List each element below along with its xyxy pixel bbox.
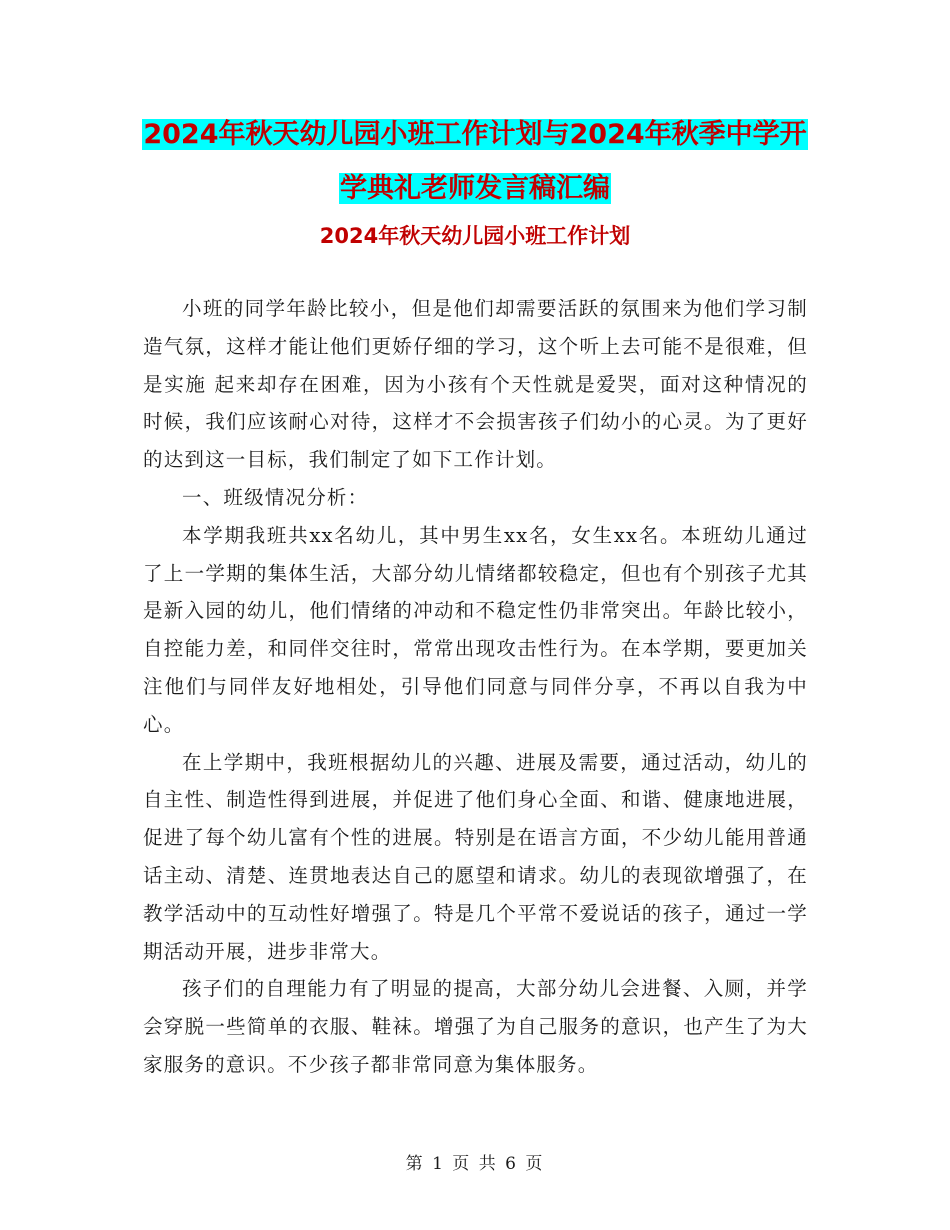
- paragraph-class-overview: 本学期我班共xx名幼儿，其中男生xx名，女生xx名。本班幼儿通过了上一学期的集体生活，大部分幼儿情绪都较稳定，但也有个别孩子尤其是新入园的幼儿，他们情绪的冲动和不稳定性仍非常突出。年龄比较小，自控能力差，和同伴交往时，常常出现攻击性行为。在本学期，要更加关注他们与同伴友好地相处，引导他们同意与同伴分享，不再以自我为中心。: [143, 523, 808, 736]
- document-title-line-2: 学典礼老师发言稿汇编: [340, 173, 610, 204]
- paragraph-heading-class-analysis: 一、班级情况分析：: [182, 485, 369, 509]
- paragraph-self-care: 孩子们的自理能力有了明显的提高，大部分幼儿会进餐、入厕，并学会穿脱一些简单的衣服、鞋袜。增强了为自己服务的意识，也产生了为大家服务的意识。不少孩子都非常同意为集体服务。: [143, 977, 808, 1076]
- paragraph-intro: 小班的同学年龄比较小，但是他们却需要活跃的氛围来为他们学习制造气氛，这样才能让他们更娇仔细的学习，这个听上去可能不是很难，但是实施 起来却存在困难，因为小孩有个天性就是爱哭，面对这种情况的时候，我们应该耐心对待，这样才不会损害孩子们幼小的心灵。为了更好的达到这一目标，我们制定了如下工作计划。: [143, 297, 808, 472]
- paragraph-last-semester: 在上学期中，我班根据幼儿的兴趣、进展及需要，通过活动，幼儿的自主性、制造性得到进展，并促进了他们身心全面、和谐、健康地进展，促进了每个幼儿富有个性的进展。特别是在语言方面，不少幼儿能用普通话主动、清楚、连贯地表达自己的愿望和请求。幼儿的表现欲增强了，在教学活动中的互动性好增强了。特是几个平常不爱说话的孩子，通过一学期活动开展，进步非常大。: [143, 750, 808, 963]
- document-title-line-1: 2024年秋天幼儿园小班工作计划与2024年秋季中学开: [143, 119, 807, 150]
- section-title: 2024年秋天幼儿园小班工作计划: [319, 224, 631, 248]
- document-title: [0, 108, 950, 216]
- page-footer: 第 1 页 共 6 页: [405, 1154, 545, 1174]
- document-body: [143, 290, 808, 1084]
